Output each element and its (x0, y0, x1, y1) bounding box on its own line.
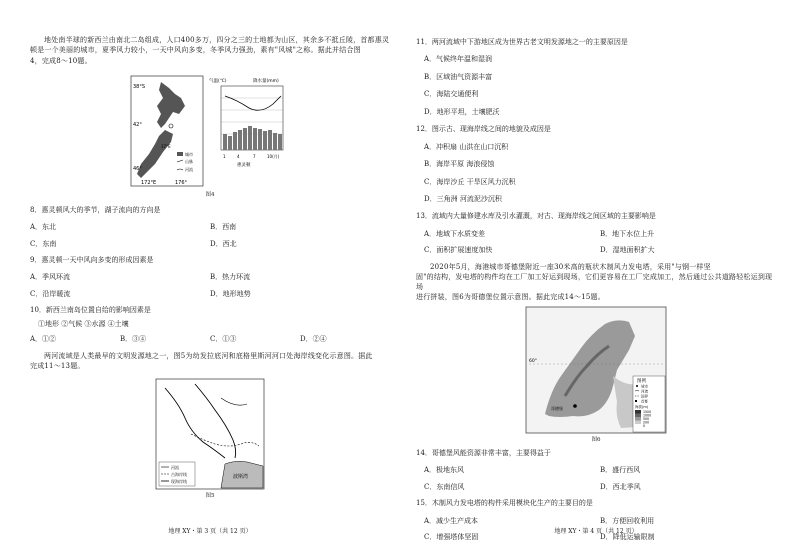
figure-4-svg (125, 74, 295, 189)
q9-option-b: B．热力环流 (210, 273, 251, 282)
q11-option-a: A．气候终年温和湿润 (424, 55, 493, 64)
left-page (30, 0, 390, 544)
q11-option-c: C．海陆交通便利 (424, 90, 479, 99)
legend-ancient-coast: 古海岸线 (171, 471, 187, 477)
q13-stem: 13．流域内大量修建水库及引水灌溉，对古、现海岸线之间区域的主要影响是 (416, 212, 656, 221)
figure-5 (155, 378, 265, 490)
q10-option-a: A．①② (30, 335, 57, 344)
month-10: 10(月) (267, 154, 280, 160)
q14-option-b: B．盛行西风 (600, 466, 641, 475)
left-page-footer: 地理 XY・第 3 页（共 12 页） (168, 527, 252, 535)
q10-option-d: D．②④ (300, 335, 327, 344)
elev-500: 500 (643, 417, 650, 422)
q15-option-a: A．减少生产成本 (424, 516, 479, 525)
figure-6 (525, 306, 667, 434)
q15-option-d: D．降低运输限制 (600, 533, 655, 542)
q11-option-d: D．地形平坦，土壤肥沃 (424, 107, 500, 116)
q9-option-c: C．沿岸暖流 (30, 289, 71, 298)
right-page-footer: 地理 XY・第 4 页（共 12 页） (554, 527, 638, 535)
intro-line-3: 4，完成8～10题。 (30, 56, 92, 65)
q12-option-c: C．海岸沙丘 干旱区风力沉积 (424, 177, 516, 186)
lon-172-label: 172°E (141, 180, 157, 187)
legend-border-item: 国界 (641, 394, 648, 399)
figure-4 (125, 74, 295, 189)
legend-title: 图例 (637, 379, 646, 385)
q14-stem: 14．哥德堡风能资源非常丰富，主要得益于 (416, 448, 551, 457)
intro2-line-1: 两河流域是人类最早的文明发源地之一，图5为幼发拉底河和底格里斯河河口处海岸线变化示意图。据此 (44, 351, 373, 360)
legend-city-item: 城市 (641, 384, 648, 389)
q9-stem: 9．惠灵顿一天中风向多变的形成因素是 (30, 256, 154, 265)
elev-0: 0 (643, 424, 646, 429)
q12-option-b: B．海岸平原 海浪侵蚀 (424, 160, 495, 169)
q10-option-c: C．①③ (210, 335, 237, 344)
figure-5-caption: 图5 (205, 492, 215, 499)
legend-city-label: 城市 (185, 152, 193, 158)
lat-60-label: 60° (529, 359, 537, 365)
q14-option-a: A．极地东风 (424, 466, 465, 475)
elev-200: 200 (643, 420, 650, 425)
q13-option-d: D．湿地面积扩大 (600, 246, 655, 255)
elev-1500: 1500 (643, 410, 652, 415)
q12-option-d: D．三角洲 河流泥沙沉积 (424, 194, 502, 203)
gothenburg-label: 哥德堡 (551, 406, 563, 412)
q8-option-a: A．东北 (30, 223, 57, 232)
city-label: 37°E (161, 144, 171, 150)
q13-option-a: A．地域下水质变差 (424, 229, 486, 238)
month-4: 4 (237, 154, 240, 160)
q15-stem: 15．木制风力发电塔的构件采用模块化生产的主要目的是 (416, 499, 593, 508)
q12-option-a: A．冲积扇 山洪在山口沉积 (424, 142, 509, 151)
q8-stem: 8．惠灵顿风大的季节，湖子流向的方向是 (30, 205, 161, 214)
legend-river-item: 河流 (641, 389, 648, 394)
figure-6-svg (525, 306, 667, 434)
legend-elevation-item: 海拔(m) (635, 405, 649, 410)
lat-46-label: 46° (133, 166, 142, 173)
legend-modern-coast: 现海岸线 (171, 478, 187, 484)
figure-6-caption: 图6 (591, 437, 601, 444)
month-1: 1 (223, 154, 226, 160)
q13-option-c: C．面积扩展速度加快 (424, 246, 493, 255)
figure-5-svg (155, 378, 265, 490)
intro-right-line-3: 进行拼装，图6为哥德堡位置示意图。据此完成14～15题。 (416, 293, 605, 301)
q8-option-b: B．西南 (210, 223, 237, 232)
legend-mountain-label: 山脉 (185, 159, 193, 165)
q11-option-b: B．区域油气资源丰富 (424, 72, 493, 81)
right-page (416, 0, 776, 544)
q14-option-c: C．东南信风 (424, 482, 465, 491)
legend-river: 河流 (171, 464, 179, 470)
q10-stem: 10．新西兰南岛位置自给的影响因素是 (30, 306, 151, 315)
legend-capital-item: 首都 (641, 399, 648, 404)
q8-option-c: C．东南 (30, 239, 57, 248)
q15-option-c: C．增强塔体坚固 (424, 533, 479, 542)
legend-river-label: 河流 (185, 167, 193, 173)
persian-gulf-label: 波斯湾 (233, 473, 249, 480)
intro-right-line-1: 2020年5月，海港城市哥德堡附近一座30米高的瓶状木制风力发电塔，采用"与钢一样坚 (430, 262, 711, 271)
q13-option-b: B．地下水位上升 (600, 229, 655, 238)
q14-option-d: D．西北季风 (600, 482, 641, 491)
temp-axis-label: 气温(℃) (209, 79, 227, 85)
lat-42-label: 42° (133, 122, 142, 129)
q12-stem: 12．图示古、现海岸线之间的地貌及成因是 (416, 125, 551, 134)
precip-axis-label: 降水量(mm) (253, 79, 279, 85)
q11-stem: 11．两河流域中下游地区成为世界古老文明发源地之一的主要原因是 (416, 38, 628, 46)
q9-option-d: D．地形地势 (210, 289, 251, 298)
figure-4-caption: 图4 (205, 192, 215, 199)
month-7: 7 (253, 154, 256, 160)
intro-right-line-2: 固"的结构，发电塔的构件均在工厂加工好运到现场，它们更容易在工厂完成加工，然后通过公共道路轻松运到现场 (416, 273, 773, 291)
city-wellington-icon (169, 124, 173, 128)
city-gothenburg-icon (573, 405, 577, 409)
q9-option-a: A．季风环流 (30, 273, 71, 282)
q15-option-b: B．方便回收利用 (600, 516, 655, 525)
intro-line-1: 地处南半球的新西兰由南北二岛组成，人口400多万，四分之三的土地都为山区，其余多不抵丘陵，首都惠灵 (44, 36, 390, 44)
lon-176-label: 176° (175, 180, 188, 187)
q10-option-b: B．③④ (120, 335, 147, 344)
q8-option-d: D．西北 (210, 239, 237, 248)
station-label: 惠灵顿 (237, 163, 251, 169)
intro2-line-2: 完成11～13题。 (30, 362, 85, 371)
q10-sub: ①地形 ②气候 ③水源 ④土壤 (38, 319, 129, 328)
lat-38-label: 38°S (133, 84, 146, 91)
intro-line-2: 顿是一个美丽的城市，夏季风力较小，一天中风向多变，冬季风力强劲，素有"风城"之称。据此并结合图 (30, 46, 361, 55)
elev-1000: 1000 (643, 413, 652, 418)
